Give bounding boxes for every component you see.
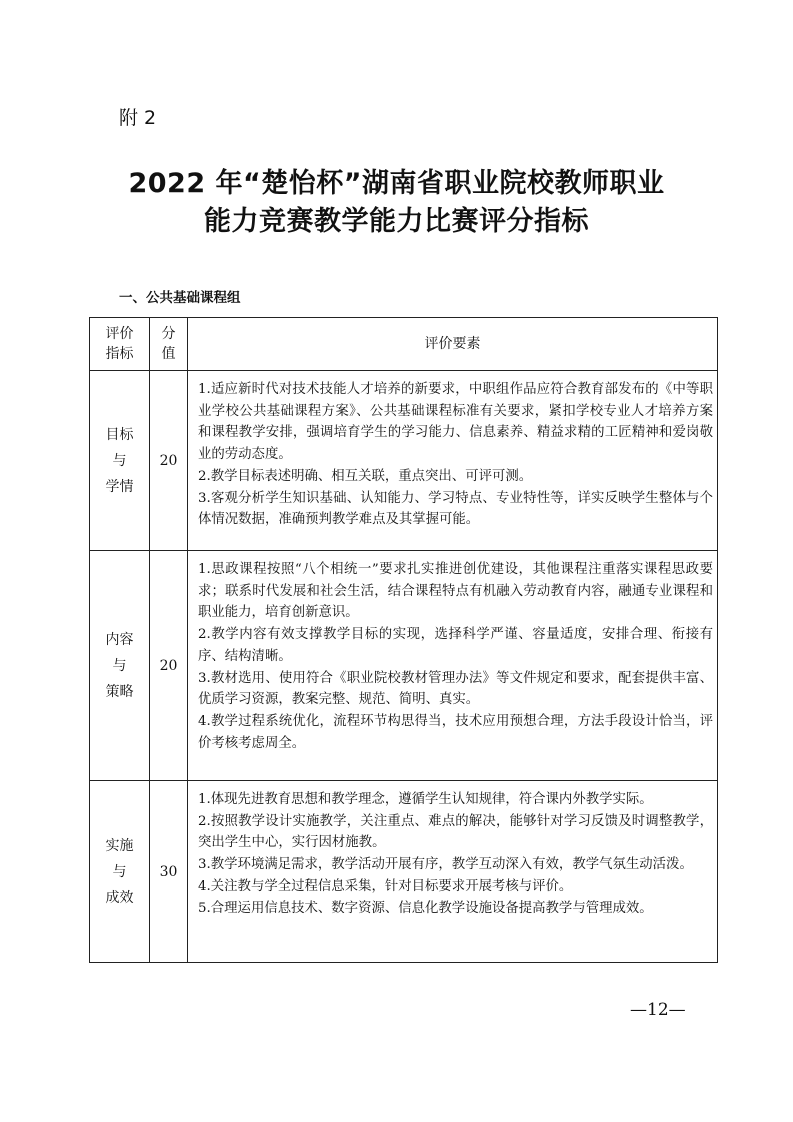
element-item: 1.体现先进教育思想和教学理念，遵循学生认知规律，符合课内外教学实际。 (198, 792, 653, 807)
element-item: 2.教学内容有效支撑教学目标的实现，选择科学严谨、容量适度，安排合理、衔接有序、结构清晰。 (198, 627, 713, 664)
table-row (90, 781, 718, 963)
element-item: 1.适应新时代对技术技能人才培养的新要求，中职组作品应符合教育部发布的《中等职业学校公共基础课程方案》、公共基础课程标准有关要求，紧扣学校专业人才培养方案和课程教学安排，强调培育学生的学习能力、信息素养、精益求精的工匠精神和爱岗敬业的劳动态度。 (198, 382, 713, 463)
scoring-table (89, 317, 718, 963)
elements-cell (188, 781, 718, 963)
score-value: 30 (159, 863, 178, 880)
appendix-label: 附 2 (119, 107, 157, 129)
element-item: 2.按照教学设计实施教学，关注重点、难点的解决，能够针对学习反馈及时调整教学，突出学生中心，实行因材施教。 (198, 813, 713, 851)
elements-cell (188, 371, 718, 551)
indicator-text: 实施 与 成效 (105, 837, 134, 906)
indicator-cell (90, 371, 150, 551)
header-indicator (90, 318, 150, 371)
document-title-line-1: 2022 年“楚怡杯”湖南省职业院校教师职业 (128, 168, 665, 199)
score-cell (150, 781, 188, 963)
header-elements-text: 评价要素 (424, 336, 481, 352)
element-item: 3.教学环境满足需求，教学活动开展有序，教学互动深入有效，教学气氛生动活泼。 (198, 857, 693, 873)
score-cell (150, 371, 188, 551)
table-row (90, 551, 718, 781)
header-score-text: 分 值 (161, 326, 176, 362)
indicator-cell (90, 781, 150, 963)
score-value: 20 (159, 657, 178, 674)
indicator-cell (90, 551, 150, 781)
element-item: 4.关注教与学全过程信息采集，针对目标要求开展考核与评价。 (198, 878, 573, 894)
score-value: 20 (159, 452, 178, 469)
element-item: 1.思政课程按照“八个相统一”要求扎实推进创优建设，其他课程注重落实课程思政要求；联系时代发展和社会生活，结合课程特点有机融入劳动教育内容，融通专业课程和职业能力，培育创新意识。 (198, 562, 713, 621)
header-elements (188, 318, 718, 371)
document-title-line-2: 能力竞赛教学能力比赛评分指标 (204, 206, 589, 237)
table-header-row (90, 318, 718, 371)
score-cell (150, 551, 188, 781)
element-item: 4.教学过程系统优化，流程环节构思得当，技术应用预想合理，方法手段设计恰当，评价考核考虑周全。 (198, 713, 713, 751)
elements-cell (188, 551, 718, 781)
header-score (150, 318, 188, 371)
page-number: —12— (630, 1000, 686, 1020)
element-item: 2.教学目标表述明确、相互关联，重点突出、可评可测。 (198, 468, 533, 484)
element-item: 3.客观分析学生知识基础、认知能力、学习特点、专业特性等，详实反映学生整体与个体情况数据，准确预判教学难点及其掌握可能。 (198, 490, 713, 528)
table-row (90, 371, 718, 551)
element-item: 5.合理运用信息技术、数字资源、信息化教学设施设备提高教学与管理成效。 (198, 900, 653, 916)
header-indicator-text: 评价 指标 (105, 326, 134, 362)
element-item: 3.教材选用、使用符合《职业院校教材管理办法》等文件规定和要求，配套提供丰富、优质学习资源，教案完整、规范、简明、真实。 (198, 670, 713, 708)
section-heading: 一、公共基础课程组 (119, 290, 241, 306)
indicator-text: 目标 与 学情 (105, 426, 134, 495)
indicator-text: 内容 与 策略 (105, 631, 134, 700)
